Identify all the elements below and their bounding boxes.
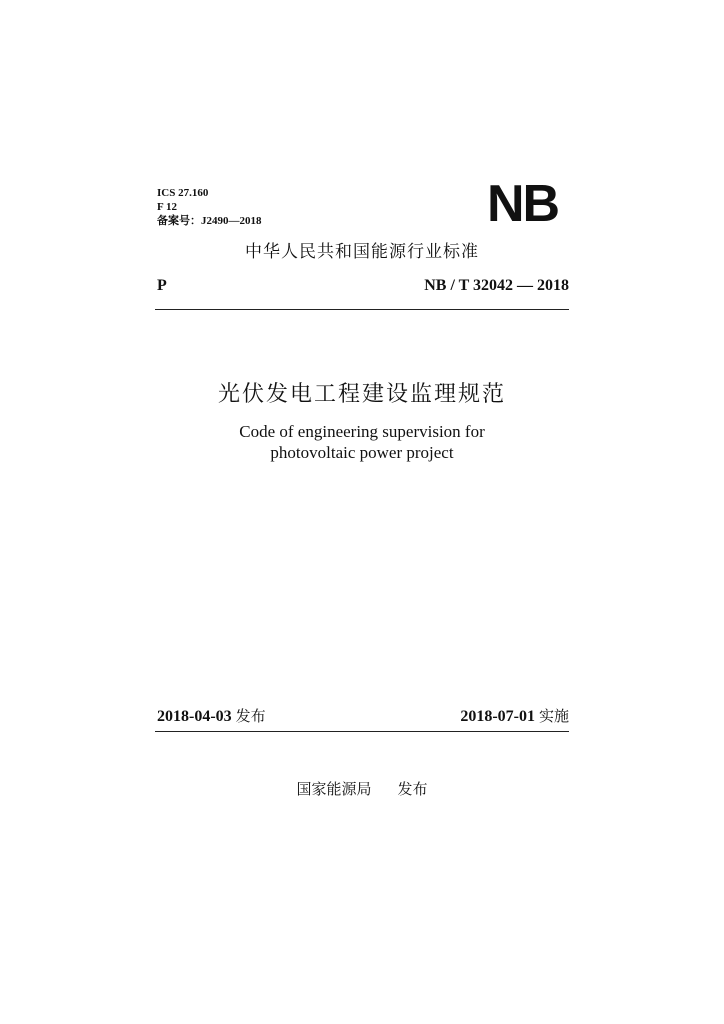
top-divider [155, 309, 569, 310]
standard-number: NB / T 32042 — 2018 [424, 277, 569, 294]
record-number: 备案号：J2490—2018 [157, 215, 262, 227]
issue-date-block [157, 707, 266, 726]
ics-code: ICS 27.160 [157, 187, 209, 199]
issue-date: 2018-04-03 [157, 708, 232, 725]
english-title-line-2: photovoltaic power project [270, 443, 454, 462]
implementation-date-block [460, 707, 569, 726]
chinese-title: 光伏发电工程建设监理规范 [217, 382, 506, 407]
publisher-line [0, 779, 724, 799]
implementation-label: 实施 [538, 707, 569, 725]
issue-label: 发布 [235, 707, 266, 725]
category-code: P [157, 277, 167, 294]
english-title-line-1: Code of engineering supervision for [239, 422, 485, 441]
bottom-divider [155, 731, 569, 732]
implementation-date: 2018-07-01 [460, 708, 535, 725]
nb-logo: NB [487, 175, 559, 233]
standard-type-heading: 中华人民共和国能源行业标准 [245, 242, 479, 262]
classification-code: F 12 [157, 201, 178, 213]
publisher-action: 发布 [397, 780, 428, 798]
publisher-name: 国家能源局 [296, 780, 372, 798]
